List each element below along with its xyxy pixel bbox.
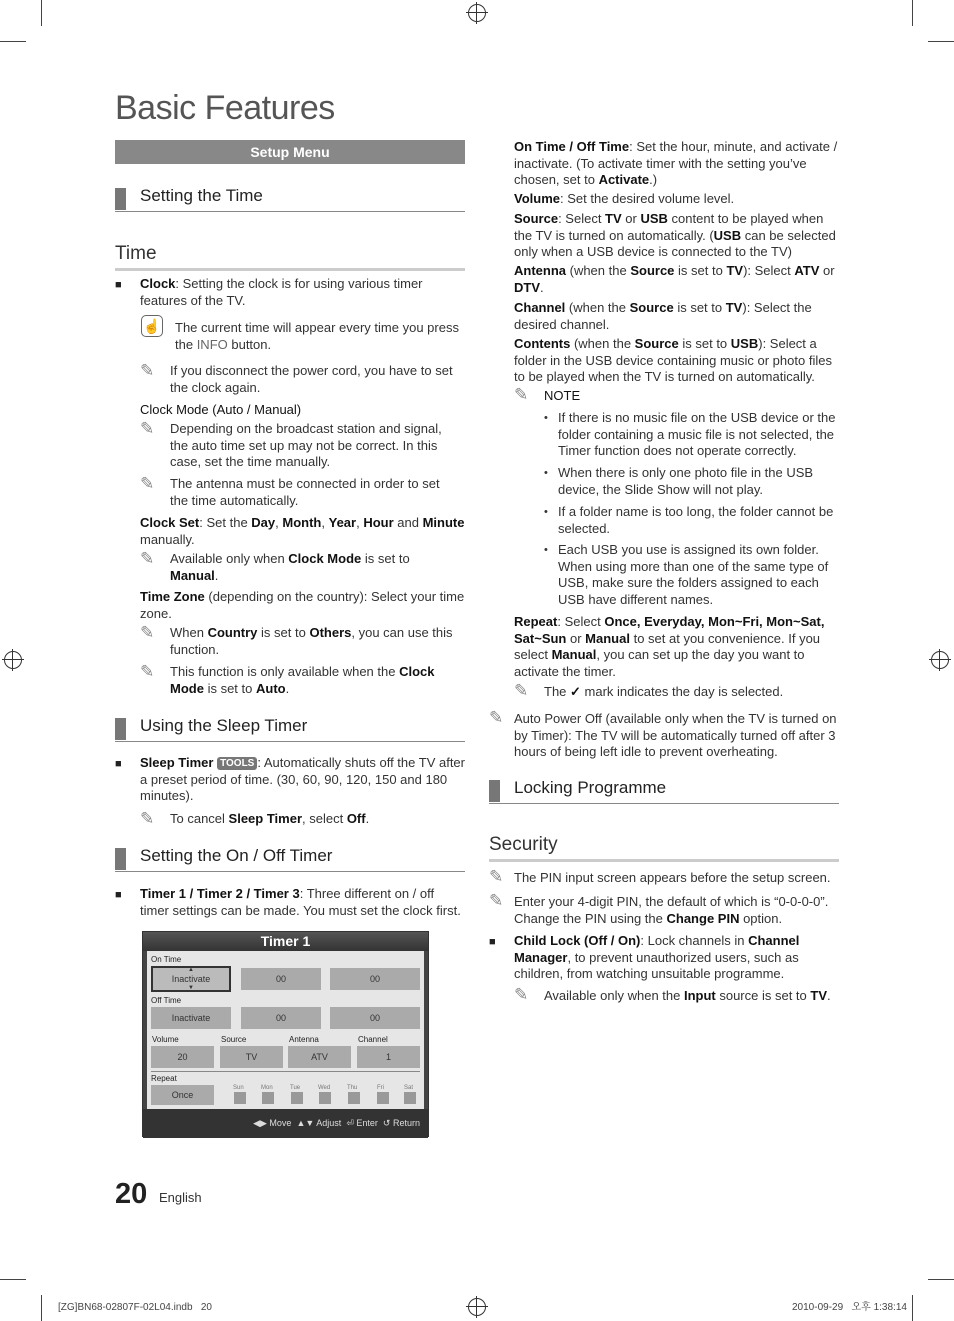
day-sat: Sat — [404, 1085, 414, 1091]
hand-note-icon: ☝ — [141, 315, 163, 337]
bullet-icon: ■ — [115, 889, 122, 901]
section-onoff-timer: Setting the On / Off Timer — [115, 850, 465, 872]
ontime-paragraph: On Time / Off Time: Set the hour, minute, and activate / inactivate. (To activate timer with the setting you’ve chosen, set to Activate.) — [514, 139, 838, 188]
day-checkbox[interactable] — [319, 1092, 331, 1104]
child-lock-paragraph: Child Lock (Off / On): Lock channels in Channel Manager, to prevent unauthorized users, such as children, from watching unsuitable programme. — [514, 933, 800, 982]
note-pencil-icon: ✎ — [140, 623, 155, 642]
volume-paragraph: Volume: Set the desired volume level. — [514, 191, 735, 206]
repeat-paragraph: Repeat: Select Once, Everyday, Mon~Fri, Mon~Sat, Sat~Sun or Manual to set at you convenience. If you select Manual, you can set up the day you want to activate the timer. — [514, 614, 825, 679]
repeat-field[interactable]: Once — [151, 1085, 214, 1105]
note-pin: The PIN input screen appears before the setup screen. — [514, 870, 831, 885]
day-checkbox[interactable] — [404, 1092, 416, 1104]
checkmark-icon: ✓ — [570, 684, 581, 699]
day-checkbox[interactable] — [348, 1092, 360, 1104]
contents-paragraph: Contents (when the Source is set to USB): Select a folder in the USB device containing music or photo files to be played when the TV is turned on automatically. — [514, 336, 832, 385]
bullet-dot-icon: • — [544, 467, 548, 479]
section-sleep-timer: Using the Sleep Timer — [115, 720, 465, 742]
note-pencil-icon: ✎ — [489, 708, 504, 727]
note-pencil-icon: ✎ — [514, 385, 529, 404]
move-arrows-icon: ◀▶ — [253, 1118, 267, 1128]
off-time-hour-field[interactable]: 00 — [241, 1007, 321, 1029]
note-pencil-icon: ✎ — [140, 549, 155, 568]
on-time-minute-field[interactable]: 00 — [330, 968, 420, 990]
antenna-field[interactable]: ATV — [288, 1046, 351, 1068]
clock-paragraph: Clock: Setting the clock is for using various timer features of the TV. — [140, 276, 423, 308]
crop-mark — [912, 1295, 913, 1321]
note-antenna: The antenna must be connected in order to set the time automatically. — [170, 476, 440, 508]
tools-badge-icon: TOOLS — [217, 757, 257, 770]
antenna-label: Antenna — [289, 1035, 319, 1044]
crop-mark — [0, 41, 26, 42]
off-time-minute-field[interactable]: 00 — [330, 1007, 420, 1029]
bullet-dot-icon: • — [544, 412, 548, 424]
crop-mark — [41, 1295, 42, 1321]
timer-paragraph: Timer 1 / Timer 2 / Timer 3: Three different on / off timer settings can be made. You must set the clock first. — [140, 886, 461, 918]
note-pencil-icon: ✎ — [489, 891, 504, 910]
crop-mark — [928, 1279, 954, 1280]
note-item: If there is no music file on the USB device or the folder containing a music file is not selected, the Timer function does not operate correctly. — [558, 410, 836, 459]
note-country: When Country is set to Others, you can use this function. — [170, 625, 453, 657]
registration-mark-icon — [468, 4, 486, 22]
off-time-activate-field[interactable]: Inactivate — [151, 1007, 231, 1029]
clock-mode-label: Clock Mode (Auto / Manual) — [140, 402, 302, 417]
day-mon: Mon — [261, 1085, 273, 1091]
bullet-dot-icon: • — [544, 544, 548, 556]
note-pencil-icon: ✎ — [489, 867, 504, 886]
note-broadcast: Depending on the broadcast station and signal, the auto time set up may not be correct. In this case, set the time manually. — [170, 421, 442, 470]
note-item: Each USB you use is assigned its own folder. When using more than one of the same type of USB, make sure the folders assigned to each USB have different names. — [558, 542, 829, 607]
time-zone-paragraph: Time Zone (depending on the country): Select your time zone. — [140, 589, 465, 621]
day-wed: Wed — [318, 1085, 331, 1091]
crop-mark — [928, 41, 954, 42]
note-cancel: To cancel Sleep Timer, select Off. — [170, 811, 370, 826]
note-label: NOTE — [544, 388, 581, 403]
timer-osd-screen — [142, 931, 429, 1137]
source-paragraph: Source: Select TV or USB content to be played when the TV is turned on automatically. (USB can be selected only when a USB device is connected to the TV) — [514, 211, 836, 260]
channel-field[interactable]: 1 — [357, 1046, 420, 1068]
note-pencil-icon: ✎ — [514, 681, 529, 700]
note-pencil-icon: ✎ — [140, 809, 155, 828]
day-checkbox[interactable] — [377, 1092, 389, 1104]
hand-note: The current time will appear every time you press the INFO button. — [175, 320, 459, 352]
day-checkbox[interactable] — [234, 1092, 246, 1104]
note-pencil-icon: ✎ — [140, 662, 155, 681]
volume-label: Volume — [152, 1035, 179, 1044]
crop-mark — [41, 0, 42, 26]
off-time-label: Off Time — [151, 996, 182, 1005]
note-clockmode: Available only when Clock Mode is set to Manual. — [170, 551, 410, 583]
section-setting-time: Setting the Time — [115, 190, 465, 212]
note-mark: The ✓ mark indicates the day is selected. — [544, 684, 784, 699]
adjust-arrows-icon: ▲▼ — [296, 1118, 315, 1128]
note-pencil-icon: ✎ — [140, 474, 155, 493]
repeat-label: Repeat — [151, 1074, 177, 1083]
crop-mark — [0, 1279, 26, 1280]
day-tue: Tue — [290, 1085, 301, 1091]
clock-set-paragraph: Clock Set: Set the Day, Month, Year, Hour and Minute manually. — [140, 515, 465, 547]
registration-mark-icon — [931, 651, 949, 669]
note-input: Available only when the Input source is set to TV. — [544, 988, 831, 1003]
antenna-paragraph: Antenna (when the Source is set to TV): Select ATV or DTV. — [514, 263, 835, 295]
note-item: When there is only one photo file in the USB device, the Slide Show will not play. — [558, 465, 814, 497]
page-language: English — [159, 1190, 202, 1205]
day-checkbox[interactable] — [262, 1092, 274, 1104]
on-time-label: On Time — [151, 955, 182, 964]
setup-menu-bar: Setup Menu — [115, 140, 465, 164]
bullet-icon: ■ — [489, 936, 496, 948]
note-enterpin: Enter your 4-digit PIN, the default of which is “0-0-0-0”. Change the PIN using the Change PIN option. — [514, 894, 829, 926]
page-number: 20 — [115, 1178, 148, 1210]
registration-mark-icon — [468, 1298, 486, 1316]
note-item: If a folder name is too long, the folder cannot be selected. — [558, 504, 834, 536]
channel-paragraph: Channel (when the Source is set to TV): Select the desired channel. — [514, 300, 812, 332]
note-pencil-icon: ✎ — [514, 985, 529, 1004]
sleep-timer-paragraph: Sleep Timer TOOLS : Automatically shuts off the TV after a preset period of time. (30, 60, 90, 120, 150 and 180 minutes). — [140, 755, 465, 804]
page-title: Basic Features — [115, 89, 335, 127]
source-label: Source — [221, 1035, 247, 1044]
enter-icon: ⏎ — [346, 1118, 354, 1128]
volume-field[interactable]: 20 — [151, 1046, 214, 1068]
crop-mark — [912, 0, 913, 26]
on-time-hour-field[interactable]: 00 — [241, 968, 321, 990]
note-clockauto: This function is only available when the Clock Mode is set to Auto. — [170, 664, 435, 696]
note-pencil-icon: ✎ — [140, 361, 155, 380]
security-heading: Security — [489, 834, 839, 862]
osd-footer: ◀▶ Move ▲▼ Adjust ⏎ Enter ↺ Return — [143, 1109, 428, 1138]
channel-label: Channel — [358, 1035, 388, 1044]
day-checkbox[interactable] — [291, 1092, 303, 1104]
time-heading: Time — [115, 243, 465, 271]
day-fri: Fri — [377, 1085, 384, 1091]
bullet-dot-icon: • — [544, 506, 548, 518]
note-pencil-icon: ✎ — [140, 419, 155, 438]
day-thu: Thu — [347, 1085, 358, 1091]
return-icon: ↺ — [382, 1118, 391, 1128]
osd-title: Timer 1 — [143, 932, 428, 951]
note-power: If you disconnect the power cord, you have to set the clock again. — [170, 363, 453, 395]
bullet-icon: ■ — [115, 279, 122, 291]
day-sun: Sun — [233, 1085, 244, 1091]
registration-mark-icon — [4, 651, 22, 669]
on-time-activate-field[interactable]: ▲ Inactivate ▼ — [151, 966, 231, 992]
section-locking: Locking Programme — [489, 782, 839, 804]
bullet-icon: ■ — [115, 758, 122, 770]
source-field[interactable]: TV — [220, 1046, 283, 1068]
print-date-info: 2010-09-29 오후 1:38:14 — [792, 1302, 907, 1313]
note-autopower: Auto Power Off (available only when the TV is turned on by Timer): The TV will be automatically turned off after 3 hours of being left idle to prevent overheating. — [514, 711, 837, 760]
print-file-info: [ZG]BN68-02807F-02L04.indb 20 — [58, 1302, 212, 1313]
